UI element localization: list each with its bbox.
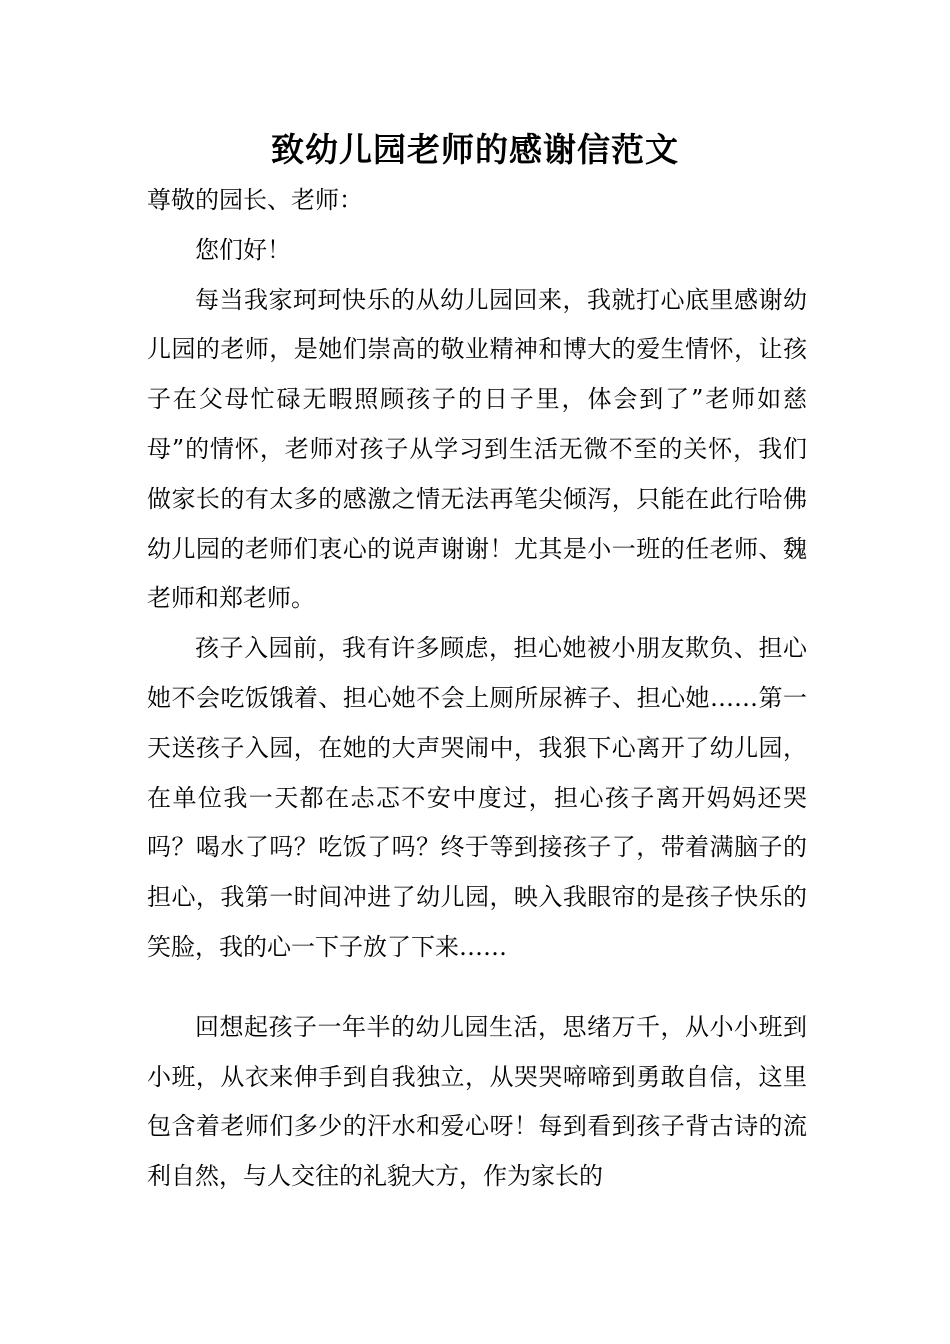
letter-salutation: 尊敬的园长、老师： — [147, 186, 363, 214]
document-title: 致幼儿园老师的感谢信范文 — [271, 130, 679, 169]
paragraph-first-day: 孩子入园前，我有许多顾虑，担心她被小朋友欺负、担心她不会吃饭饿着、担心她不会上厕所尿裤子、担心她……第一天送孩子入园，在她的大声哭闹中，我狠下心离开了幼儿园，在单位我一天都在忐忑不安中度过，担心孩子离开妈妈还哭吗？喝水了吗？吃饭了吗？终于等到接孩子了，带着满脑子的担心，我第一时间冲进了幼儿园，映入我眼帘的是孩子快乐的笑脸，我的心一下子放了下来…… — [147, 634, 807, 961]
paragraph-reflection: 回想起孩子一年半的幼儿园生活，思绪万千，从小小班到小班，从衣来伸手到自我独立，从哭哭啼啼到勇敢自信，这里包含着老师们多少的汗水和爱心呀！每到看到孩子背古诗的流利自然，与人交往的礼貌大方，作为家长的 — [147, 1012, 807, 1191]
letter-body — [147, 176, 807, 1202]
paragraph-gratitude: 每当我家珂珂快乐的从幼儿园回来，我就打心底里感谢幼儿园的老师，是她们崇高的敬业精神和博大的爱生情怀，让孩子在父母忙碌无暇照顾孩子的日子里，体会到了”老师如慈母”的情怀，老师对孩子从学习到生活无微不至的关怀，我们做家长的有太多的感激之情无法再笔尖倾泻，只能在此行哈佛幼儿园的老师们衷心的说声谢谢！尤其是小一班的任老师、魏老师和郑老师。 — [147, 285, 807, 613]
greeting-paragraph: 您们好！ — [195, 235, 291, 264]
